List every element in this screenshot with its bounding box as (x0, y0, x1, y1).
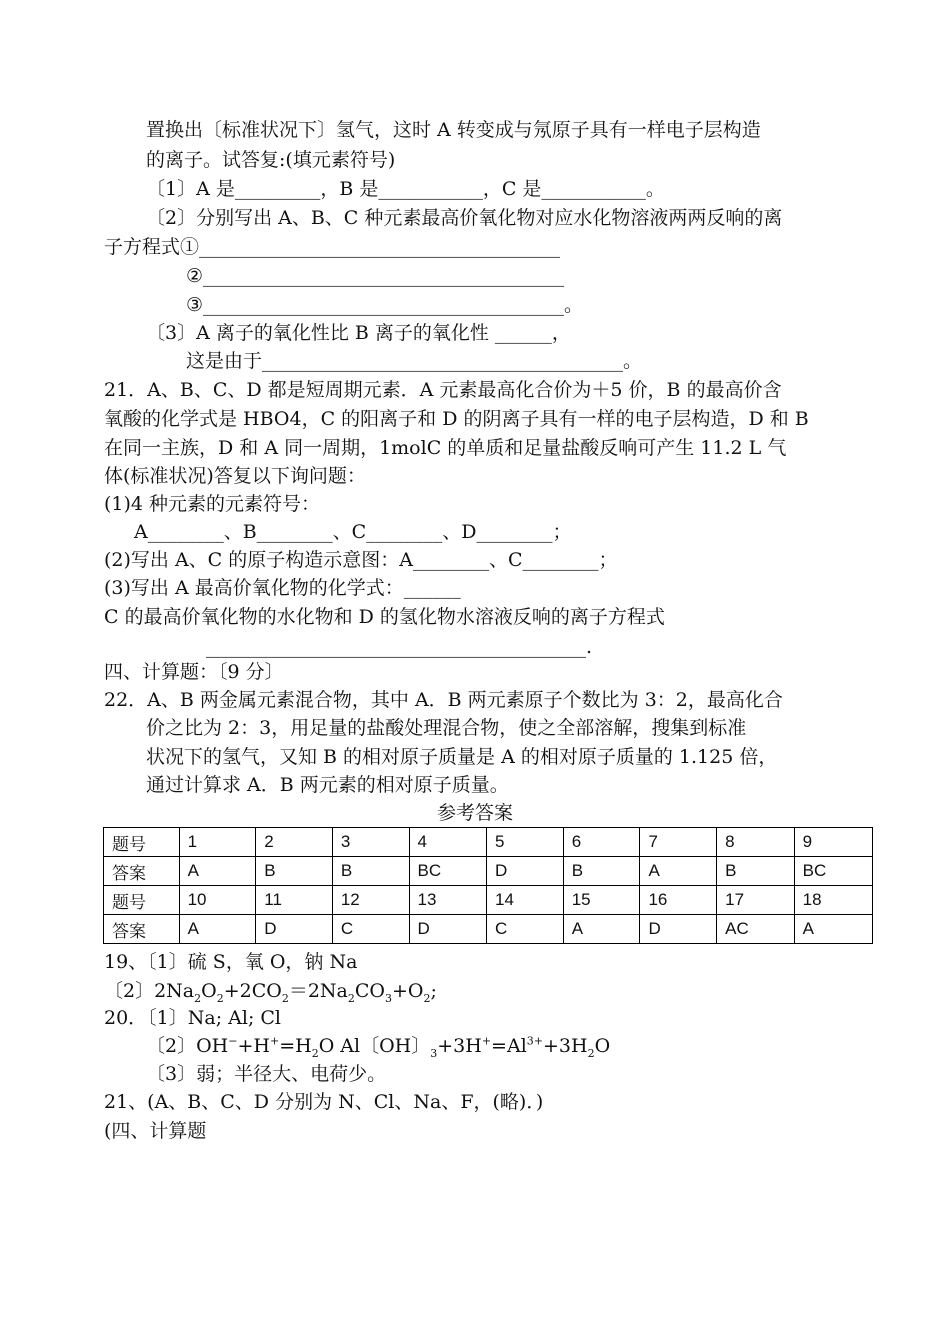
text-line: (1)4 种元素的元素符号： (104, 493, 321, 515)
table-cell: B (563, 857, 640, 886)
answer-21-line: 21、(A、B、C、D 分别为 N、Cl、Na、F，(略)．) (104, 1091, 544, 1113)
table-cell: 5 (487, 828, 564, 857)
text-line: 这是由于______________________________________。 (186, 350, 643, 372)
text-line: 〔3〕A 离子的氧化性比 B 离子的氧化性 ______， (146, 322, 571, 344)
answer-19-line-1: 19、〔1〕硫 S，氧 O，钠 Na (104, 951, 358, 973)
text-line: 状况下的氢气，又知 B 的相对原子质量是 A 的相对原子质量的 1.125 倍， (146, 746, 778, 768)
text-line: 22．A、B 两金属元素混合物，其中 A．B 两元素原子个数比为 3：2，最高化合 (104, 689, 783, 711)
table-cell: B (717, 857, 794, 886)
text-line: 体(标准状况)答复以下询问题： (104, 465, 366, 487)
table-cell: 12 (332, 886, 409, 915)
text-line: (3)写出 A 最高价氧化物的化学式：______ (104, 577, 461, 599)
text-line: ②______________________________________ (186, 265, 565, 287)
table-cell: A (179, 857, 256, 886)
table-cell: 6 (563, 828, 640, 857)
table-cell: 13 (409, 886, 486, 915)
text-line: 21．A、B、C、D 都是短周期元素．A 元素最高化合价为＋5 价，B 的最高价含 (104, 379, 782, 401)
text-line: C 的最高价氧化物的水化物和 D 的氢化物水溶液反响的离子方程式 (104, 606, 665, 628)
table-cell: A (794, 915, 872, 944)
answer-20-line-2: 〔2〕$OH^-+H^+=H_2O$ Al〔OH〕$_3+3H^+=Al^{3+}+3H_2O$ (146, 1034, 611, 1060)
table-cell: A (563, 915, 640, 944)
table-cell: B (256, 857, 333, 886)
table-cell: D (256, 915, 333, 944)
table-cell: 7 (640, 828, 717, 857)
table-cell: 14 (487, 886, 564, 915)
table-cell: C (487, 915, 564, 944)
table-row (104, 886, 873, 915)
text-line: 置换出〔标准状况下〕氢气，这时 A 转变成与氖原子具有一样电子层构造 (146, 119, 761, 141)
answer-table (103, 827, 873, 944)
table-cell: BC (409, 857, 486, 886)
table-row-header: 答案 (104, 915, 180, 944)
text-line: 四、计算题：〔9 分〕 (104, 661, 284, 683)
text-line: ________________________________________. (206, 636, 593, 658)
table-cell: 16 (640, 886, 717, 915)
answer-19-line-2: 〔2〕$2Na_2O_2+2CO_2=2Na_2CO_3+O_2$; (104, 980, 437, 1005)
table-row (104, 828, 873, 857)
table-cell: 17 (717, 886, 794, 915)
table-cell: D (409, 915, 486, 944)
table-row-header: 题号 (104, 886, 180, 915)
table-cell: 10 (179, 886, 256, 915)
table-cell: D (640, 915, 717, 944)
text-line: 〔2〕分别写出 A、B、C 种元素最高价氧化物对应水化物溶液两两反响的离 (146, 207, 783, 229)
answer-calc-line: (四、计算题 (104, 1120, 207, 1142)
table-cell: 4 (409, 828, 486, 857)
table-cell: 1 (179, 828, 256, 857)
text-line: 通过计算求 A．B 两元素的相对原子质量。 (146, 774, 509, 796)
table-row-header: 答案 (104, 857, 180, 886)
answer-20-line-1: 20．〔1〕Na; Al; Cl (104, 1007, 282, 1029)
text-line: 的离子。试答复:(填元素符号) (146, 149, 396, 171)
table-cell: 2 (256, 828, 333, 857)
table-cell: 18 (794, 886, 872, 915)
text-line: 〔1〕A 是_________，B 是___________，C 是___________。 (146, 178, 665, 200)
table-cell: AC (717, 915, 794, 944)
table-cell: 11 (256, 886, 333, 915)
table-cell: BC (794, 857, 872, 886)
table-row (104, 857, 873, 886)
table-cell: 9 (794, 828, 872, 857)
text-line: (2)写出 A、C 的原子构造示意图：A________、C________； (104, 549, 618, 571)
table-cell: B (332, 857, 409, 886)
text-line: 子方程式①______________________________________ (104, 236, 561, 258)
text-line: 氧酸的化学式是 HBO4，C 的阳离子和 D 的阴离子具有一样的电子层构造，D 和 B (104, 408, 809, 430)
table-cell: D (487, 857, 564, 886)
table-cell: 8 (717, 828, 794, 857)
answer-20-line-3: 〔3〕弱；半径大、电荷少。 (146, 1063, 387, 1085)
table-row-header: 题号 (104, 828, 180, 857)
text-line: A________、B________、C________、D________； (134, 521, 572, 543)
table-cell: C (332, 915, 409, 944)
text-line: 参考答案 (437, 802, 514, 824)
table-cell: A (640, 857, 717, 886)
table-cell: A (179, 915, 256, 944)
text-line: 价之比为 2：3，用足量的盐酸处理混合物，使之全部溶解，搜集到标准 (146, 717, 747, 739)
table-cell: 15 (563, 886, 640, 915)
text-line: 在同一主族，D 和 A 同一周期，1molC 的单质和足量盐酸反响可产生 11.2 L 气 (104, 437, 787, 459)
table-cell: 3 (332, 828, 409, 857)
text-line: ③______________________________________。 (186, 294, 584, 316)
table-row (104, 915, 873, 944)
